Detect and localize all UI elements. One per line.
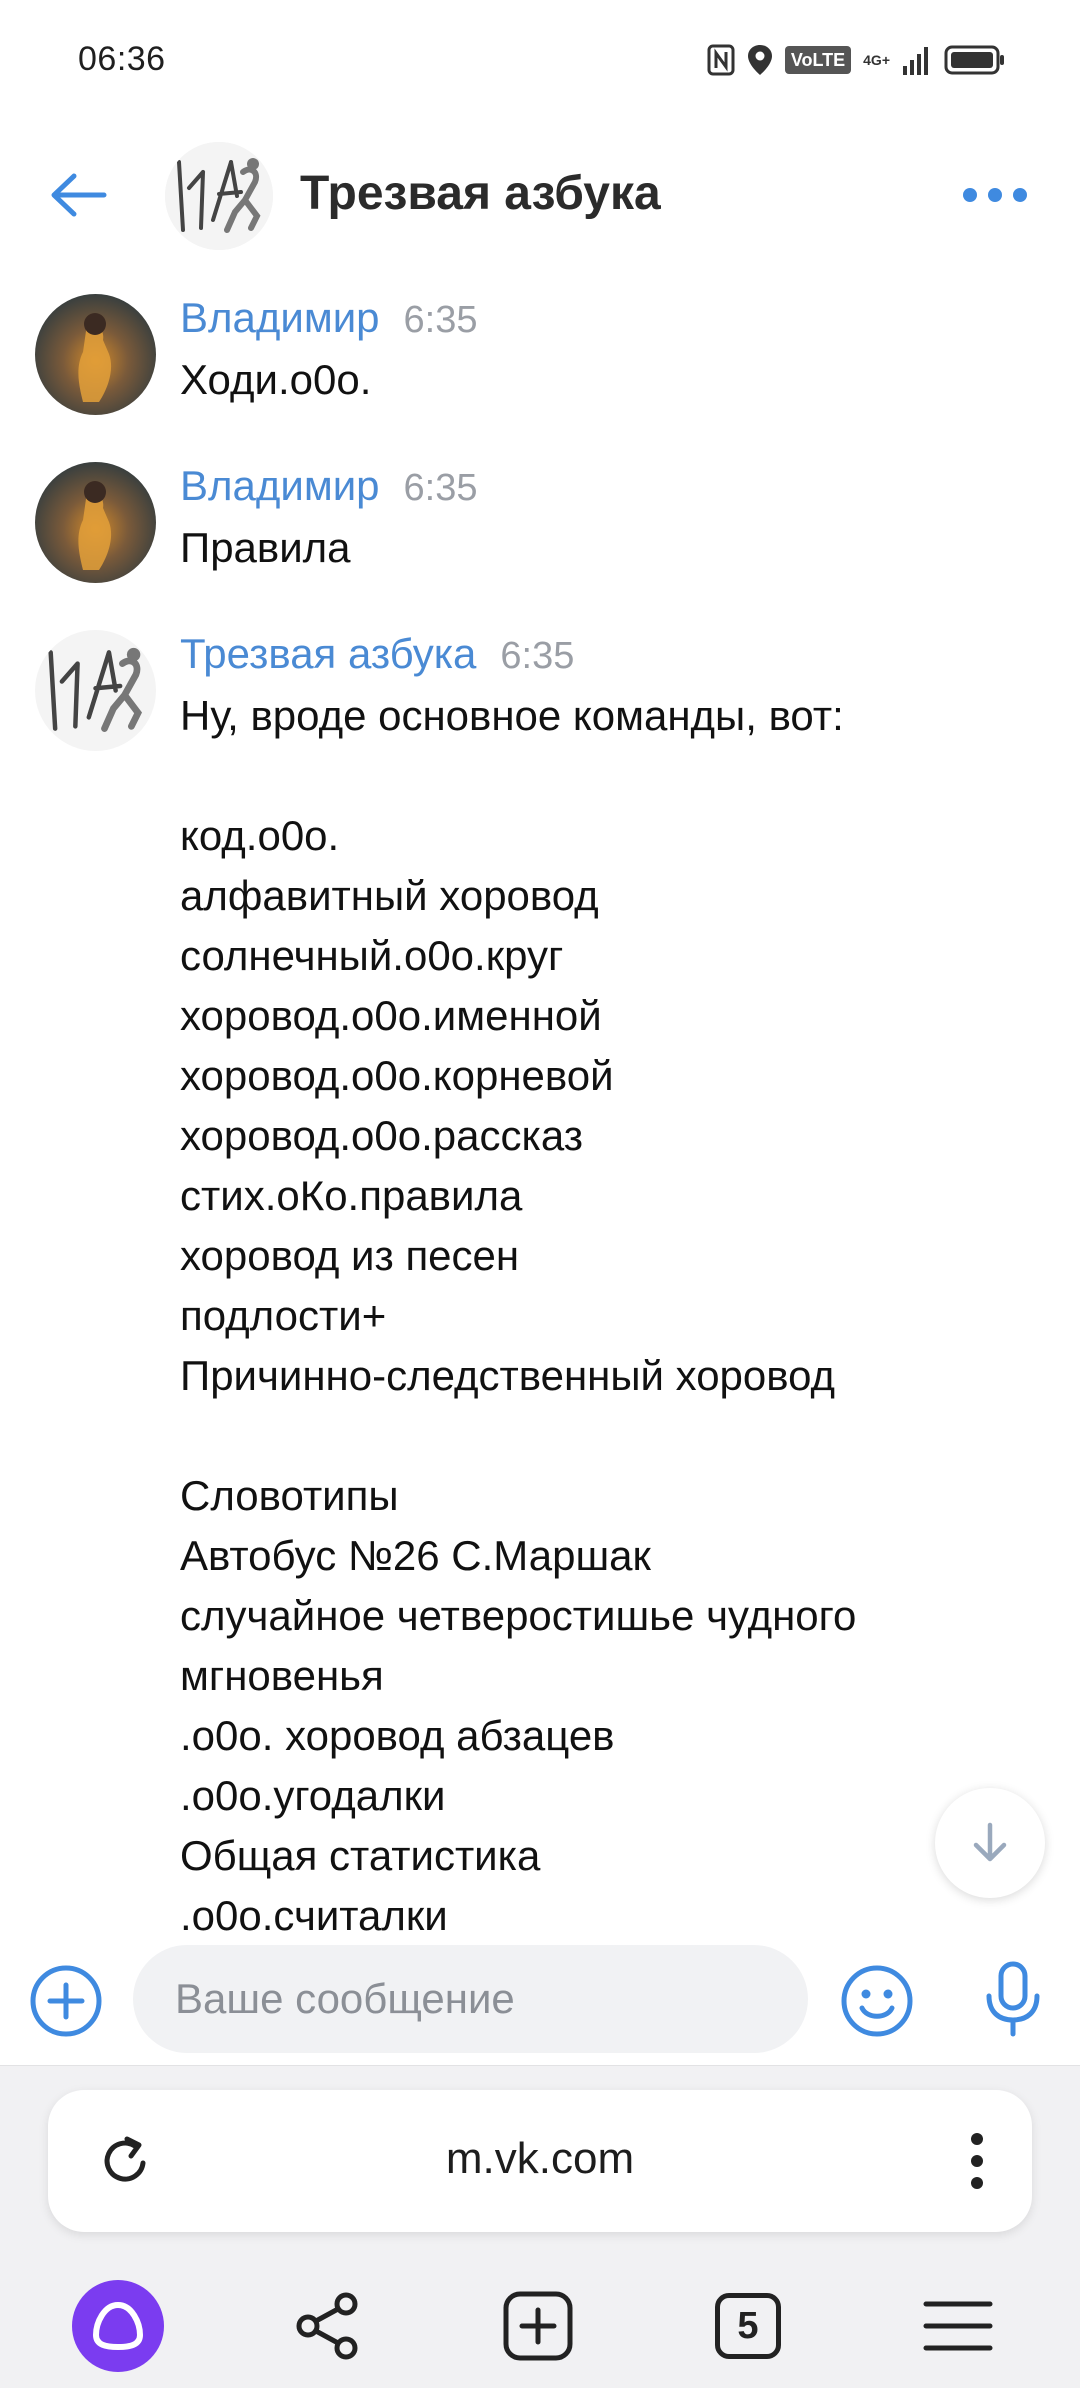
message-time: 6:35 bbox=[403, 467, 478, 509]
new-tab-button[interactable] bbox=[490, 2278, 586, 2374]
message-header bbox=[180, 462, 478, 510]
browser-menu-button[interactable] bbox=[910, 2278, 1006, 2374]
attach-button[interactable] bbox=[25, 1960, 107, 2042]
tabs-button[interactable] bbox=[700, 2278, 796, 2374]
vladimir-avatar[interactable] bbox=[35, 462, 156, 583]
smile-icon bbox=[839, 1963, 915, 2039]
message-line: хоровод.о0о.рассказ bbox=[180, 1112, 583, 1159]
message-line bbox=[180, 746, 1040, 806]
vertical-dots-icon bbox=[970, 2131, 984, 2191]
more-button[interactable] bbox=[950, 170, 1040, 220]
message-line: случайное четверостишье чудного bbox=[180, 1592, 857, 1639]
message-line: .о0о. хоровод абзацев bbox=[180, 1712, 615, 1759]
user-photo-icon bbox=[35, 462, 156, 583]
voice-message-button[interactable] bbox=[968, 1955, 1058, 2045]
message-line: подлости+ bbox=[180, 1292, 387, 1339]
tabs-count-icon: 5 bbox=[715, 2293, 781, 2359]
message-text bbox=[180, 686, 1040, 1935]
message-header bbox=[180, 630, 574, 678]
message-author[interactable]: Владимир bbox=[180, 462, 380, 509]
more-dots-icon bbox=[960, 185, 1030, 205]
share-button[interactable] bbox=[280, 2278, 376, 2374]
signal-icon bbox=[902, 44, 932, 76]
message-author[interactable]: Владимир bbox=[180, 294, 380, 341]
page-menu-button[interactable] bbox=[952, 2126, 1002, 2196]
location-icon bbox=[747, 44, 773, 76]
message-composer bbox=[0, 1935, 1080, 2065]
message-line: солнечный.о0о.круг bbox=[180, 932, 564, 979]
message-time: 6:35 bbox=[403, 299, 478, 341]
url-text[interactable]: m.vk.com bbox=[445, 2134, 635, 2183]
hamburger-menu-icon bbox=[922, 2298, 994, 2354]
message-input[interactable] bbox=[133, 1945, 808, 2053]
status-icons bbox=[707, 40, 1006, 80]
browser-nav-bar bbox=[0, 2256, 1080, 2388]
message-author[interactable]: Трезвая азбука bbox=[180, 630, 477, 677]
message-line: алфавитный хоровод bbox=[180, 872, 599, 919]
message-line: стих.оКо.правила bbox=[180, 1172, 523, 1219]
message-line: хоровод из песен bbox=[180, 1232, 520, 1279]
vladimir-avatar[interactable] bbox=[35, 294, 156, 415]
user-photo-icon bbox=[35, 294, 156, 415]
back-button[interactable] bbox=[38, 160, 118, 230]
scroll-to-bottom-button[interactable] bbox=[935, 1788, 1045, 1898]
message-line: Словотипы bbox=[180, 1472, 399, 1519]
address-bar[interactable] bbox=[48, 2090, 1032, 2232]
arrow-down-icon bbox=[970, 1821, 1010, 1865]
group-logo-icon bbox=[35, 630, 156, 751]
message-line: .о0о.считалки bbox=[180, 1892, 448, 1935]
nfc-icon bbox=[707, 44, 735, 76]
message-line: .о0о.угодалки bbox=[180, 1772, 446, 1819]
message-line: мгновенья bbox=[180, 1652, 384, 1699]
plus-square-icon bbox=[502, 2290, 574, 2362]
share-icon bbox=[292, 2290, 364, 2362]
message-line: хоровод.о0о.корневой bbox=[180, 1052, 614, 1099]
4g-icon: 4G+ bbox=[863, 52, 890, 68]
message-list[interactable] bbox=[0, 270, 1080, 1935]
message-line: хоровод.о0о.именной bbox=[180, 992, 602, 1039]
group-avatar[interactable] bbox=[35, 630, 156, 751]
message-line: Правила bbox=[180, 524, 351, 571]
status-time: 06:36 bbox=[78, 40, 166, 78]
volte-icon: VoLTE bbox=[785, 46, 851, 74]
battery-icon bbox=[944, 44, 1006, 76]
status-bar bbox=[0, 0, 1080, 120]
message-line: Ходи.о0о. bbox=[180, 356, 372, 403]
message-line: Причинно-следственный хоровод bbox=[180, 1352, 836, 1399]
group-logo-icon bbox=[165, 142, 273, 250]
emoji-button[interactable] bbox=[833, 1957, 921, 2045]
message-line: Ну, вроде основное команды, вот: bbox=[180, 692, 844, 739]
message-line bbox=[180, 1406, 1040, 1466]
chat-avatar[interactable] bbox=[165, 142, 273, 250]
alice-icon bbox=[72, 2280, 164, 2372]
chat-header bbox=[0, 130, 1080, 260]
message-line: код.о0о. bbox=[180, 812, 340, 859]
message-header bbox=[180, 294, 478, 342]
message-line: Автобус №26 С.Маршак bbox=[180, 1532, 651, 1579]
browser-toolbar bbox=[0, 2065, 1080, 2388]
microphone-icon bbox=[983, 1960, 1043, 2040]
plus-circle-icon bbox=[28, 1963, 104, 2039]
alice-button[interactable] bbox=[70, 2278, 166, 2374]
chat-title[interactable]: Трезвая азбука bbox=[300, 167, 661, 220]
arrow-left-icon bbox=[48, 170, 108, 220]
message-text bbox=[180, 350, 1040, 410]
message-text bbox=[180, 518, 1040, 578]
message-time: 6:35 bbox=[500, 635, 575, 677]
message-line: Общая статистика bbox=[180, 1832, 541, 1879]
